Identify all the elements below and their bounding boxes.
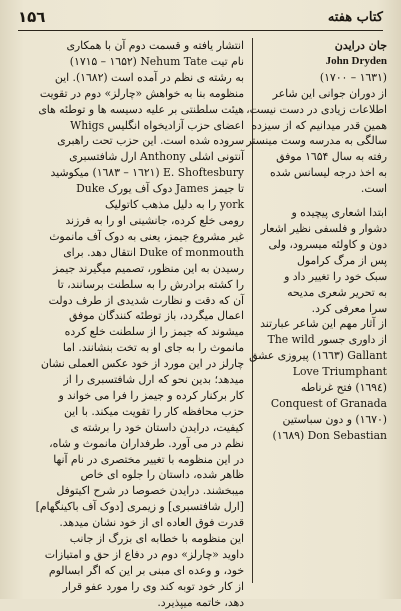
main-text-line: در این منظومه با تغییر مختصری در نام آنها bbox=[53, 452, 244, 466]
side-heading-fa: جان درایدن bbox=[334, 39, 387, 52]
side-text-line bbox=[260, 197, 387, 205]
main-text-line: آنتونی اشلی Anthony ارل شافتسبری bbox=[69, 150, 244, 164]
main-text-line: هیئت سلطنتی بر علیه دسیسه ها و توطئه های bbox=[38, 102, 244, 116]
main-text-line: چارلز در این مورد از خود عکس العملی نشان bbox=[40, 357, 244, 371]
side-text-line: دشوار و فلسفی نظیر اشعار bbox=[260, 221, 387, 235]
main-text-line: رومی خلع کرده، جانشینی او را به فرزند bbox=[65, 213, 244, 227]
side-text-line: Love Triumphant bbox=[292, 365, 387, 379]
main-text-line: این منظومه با خطابه ای بزرگ از جانب bbox=[69, 532, 244, 546]
side-text-line: از دوران جوانی این شاعر bbox=[272, 86, 387, 100]
side-text bbox=[246, 70, 387, 444]
main-text-line: داوید «چارلز» دوم در دفاع از حق و امتیازات bbox=[44, 548, 244, 561]
side-text-line: Gallant (۱٦٦۳) پیروزی عشق bbox=[249, 349, 387, 363]
side-heading-latin: John Dryden bbox=[325, 54, 387, 67]
side-text-line: دون و کاولئه میسرود، ولی bbox=[268, 237, 387, 251]
side-text-line: از داوری جسور The wild bbox=[267, 333, 387, 347]
main-text-line: میبخشند. درایدن خصوصا در شرح اکیتوفل bbox=[56, 484, 244, 498]
side-text-line: Conquest of Granada bbox=[270, 396, 387, 410]
main-text-line: انتشار یافته و قسمت دوم آن با همکاری bbox=[66, 39, 244, 52]
side-text-line: است. bbox=[360, 182, 387, 196]
main-text-line: نام تیت Nehum Tate (۱۷۱۵ – ۱٦۵۲) bbox=[69, 54, 244, 68]
main-text-line: تا جیمز James دوک آف یورک Duke bbox=[76, 182, 244, 196]
main-text-line: قدرت فوق العاده ای از خود نشان میدهد. bbox=[59, 516, 244, 530]
side-text-line: سرا معرفی کرد. bbox=[311, 301, 387, 315]
main-text-line: از کار خود توبه کند وی را مورد عفو قرار bbox=[62, 579, 244, 593]
side-text-line: پس از مرگ کرامول bbox=[297, 253, 387, 267]
main-text-line: E. Shoftesbury (۱٦۸۳ – ۱٦۲۱) میکوشید bbox=[50, 166, 244, 180]
side-text-line: Don Sebastian (۱٦٨٩) bbox=[272, 428, 387, 442]
main-text-line: دهد، خاتمه میپذیرد. bbox=[157, 595, 244, 609]
side-text-line: اطلاعات زیادی در دست نیست، bbox=[246, 102, 387, 116]
main-text-line: غیر مشروع جیمز، یعنی به دوک آف مانموث bbox=[49, 229, 244, 243]
side-heading bbox=[260, 38, 387, 54]
side-text-line: رفته به سال ۱٦۵۴ موفق bbox=[276, 150, 387, 164]
main-text-line: نظم در می آورد. طرفداران مانموث و شاه، bbox=[49, 436, 244, 450]
side-column bbox=[246, 38, 387, 444]
side-text-line: (۱٦٩٤) فتح غرناطه bbox=[300, 381, 387, 395]
main-text-line: منظومه بنا به خواهش «چارلز» دوم در تقویت bbox=[39, 86, 244, 100]
side-text-line: همین قدر میدانیم که از سیزده bbox=[251, 118, 387, 132]
main-text-line: میدهد؛ بدین نحو که ارل شافتسبری را از bbox=[63, 373, 244, 387]
main-text-line: به رشته ی نظم در آمده است (۱٦۸۲). این bbox=[54, 70, 244, 84]
side-text-line: ابتدا اشعاری پیچیده و bbox=[291, 206, 387, 220]
header-rule bbox=[18, 30, 383, 31]
main-text-line: کار برکنار کرده و جیمز را فرا می خواند و bbox=[58, 388, 244, 402]
side-text-line: سبک خود را تغییر داد و bbox=[284, 269, 387, 283]
main-text-line: [ارل شافتسبری] و زیمری [دوک آف باکینگهام] bbox=[35, 500, 244, 514]
main-text-line: آن که دقت و نظارت شدیدی از طرف دولت bbox=[48, 293, 244, 307]
main-text-line: مانموث را به جای او به تخت بنشانند. اما bbox=[62, 341, 244, 355]
book-title: کتاب هفته bbox=[327, 9, 383, 25]
main-text-line: خود، و وعده ای مبنی بر این که اگر ابسالوم bbox=[48, 563, 244, 577]
main-text-line: Duke of monmouth انتقال دهد. برای bbox=[63, 245, 244, 259]
main-text-line: را کشته برادرش را به سلطنت برسانند، تا bbox=[57, 277, 244, 291]
page-header bbox=[18, 6, 383, 28]
side-text-line: (۱٦۷۰) و دون سباستین bbox=[282, 412, 387, 426]
side-text-line: سالگی به مدرسه وست مینستر bbox=[246, 134, 387, 148]
main-text-line: ظاهر شده، داستان را جلوه ای خاص bbox=[80, 468, 244, 482]
side-text-line: از آثار مهم این شاعر عبارتند bbox=[260, 317, 387, 331]
side-text-line: به اخذ درجه لیسانس شده bbox=[270, 166, 387, 180]
main-text-line: میشوند که جیمز را از سلطنت خلع کرده bbox=[64, 325, 244, 339]
main-text-line: حزب محافظه کار را تقویت میکند. با این bbox=[63, 404, 244, 418]
main-text-line: york را به دلیل مذهب کاتولیک bbox=[105, 198, 244, 212]
main-text-line: سروده شده است. این حزب تحت راهبری bbox=[57, 134, 244, 148]
main-text-line: رسیدن به این منظور، تصمیم میگیرند جیمز bbox=[53, 261, 244, 275]
main-text-line: کیفیت، درایدن داستان خود را برشته ی bbox=[70, 420, 244, 434]
main-text-line: اعضای حزب آزادیخواه انگلیس Whigs bbox=[70, 118, 244, 132]
page-number: ۱۵٦ bbox=[18, 8, 46, 26]
side-text-line: به تحریر شعری مدیحه bbox=[287, 285, 387, 299]
main-text-column bbox=[16, 38, 244, 611]
side-text-line: (۱٦۳۱ – ۱۷۰۰) bbox=[319, 70, 387, 84]
main-text-line: اعمال میگردد، باز توطئه کنندگان موفق bbox=[69, 309, 244, 323]
